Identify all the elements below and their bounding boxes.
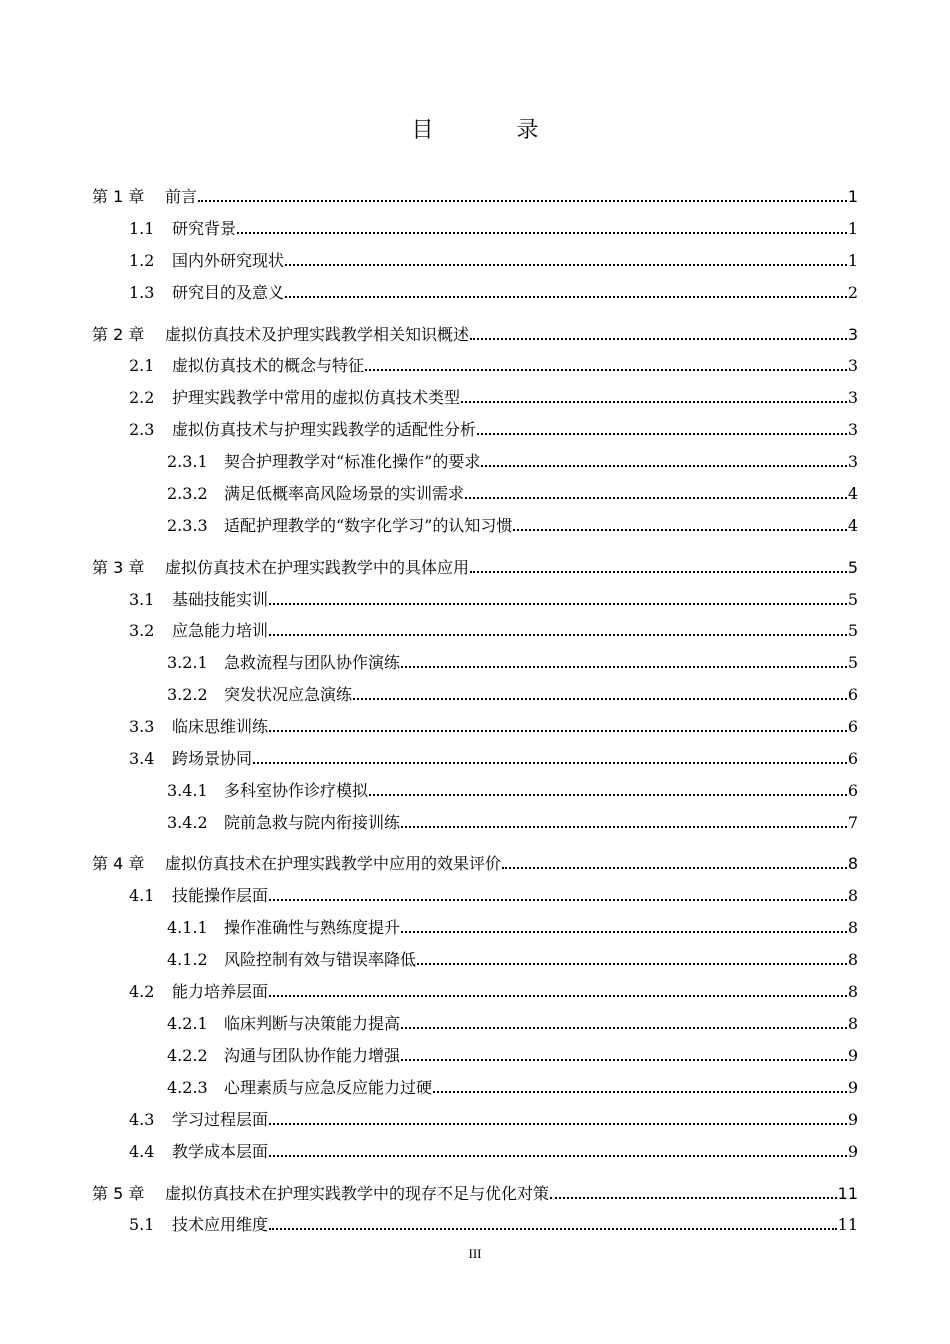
toc-entry-number: 5.1	[129, 1215, 155, 1234]
toc-entry-number: 4.2	[129, 982, 155, 1001]
toc-entry-title: 多科室协作诊疗模拟	[224, 781, 369, 800]
toc-leader-dots	[477, 433, 847, 435]
toc-entry-title: 护理实践教学中常用的虚拟仿真技术类型	[172, 388, 461, 407]
toc-leader-dots	[465, 497, 847, 499]
toc-entry[interactable]	[167, 480, 858, 504]
toc-entry[interactable]	[129, 1106, 858, 1130]
toc-entry-number: 第 5 章	[92, 1184, 145, 1203]
toc-entry-title: 学习过程层面	[172, 1110, 269, 1129]
toc-entry-page: 1	[847, 219, 858, 238]
toc-leader-dots	[269, 603, 847, 605]
toc-entry-title: 能力培养层面	[172, 982, 269, 1001]
toc-leader-dots	[401, 826, 847, 828]
toc-entry-number: 4.1.1	[167, 918, 208, 937]
toc-entry-title: 院前急救与院内衔接训练	[224, 813, 401, 832]
toc-entry-title: 风险控制有效与错误率降低	[224, 950, 417, 969]
toc-leader-dots	[269, 634, 847, 636]
toc-entry-page: 5	[847, 621, 858, 640]
toc-entry-page: 3	[847, 388, 858, 407]
toc-entry-number: 3.2	[129, 621, 155, 640]
toc-entry-page: 8	[847, 854, 858, 873]
toc-entry[interactable]	[129, 1138, 858, 1162]
toc-entry-number: 4.2.3	[167, 1078, 208, 1097]
toc-entry-title: 技术应用维度	[172, 1215, 269, 1234]
toc-entry[interactable]	[167, 448, 858, 472]
toc-entry-page: 6	[847, 781, 858, 800]
toc-leader-dots	[470, 571, 847, 573]
toc-entry[interactable]	[167, 809, 858, 833]
toc-leader-dots	[365, 369, 847, 371]
toc-entry-number: 3.3	[129, 717, 155, 736]
toc-entry-title: 应急能力培训	[172, 621, 269, 640]
toc-leader-dots	[285, 264, 847, 266]
toc-entry[interactable]	[129, 978, 858, 1002]
toc-leader-dots	[401, 666, 847, 668]
toc-entry-page: 9	[847, 1110, 858, 1129]
toc-leader-dots	[369, 794, 847, 796]
toc-entry-page: 9	[847, 1078, 858, 1097]
toc-entry[interactable]	[129, 416, 858, 440]
toc-entry[interactable]	[167, 914, 858, 938]
toc-entry-page: 5	[847, 590, 858, 609]
toc-leader-dots	[401, 931, 847, 933]
toc-entry-page: 8	[847, 982, 858, 1001]
toc-leader-dots	[401, 1059, 847, 1061]
toc-leader-dots	[285, 296, 847, 298]
toc-entry[interactable]	[129, 247, 858, 271]
toc-entry[interactable]	[129, 586, 858, 610]
toc-entry-number: 3.4.1	[167, 781, 208, 800]
toc-entry-page: 8	[847, 918, 858, 937]
toc-entry-title: 前言	[165, 187, 198, 206]
toc-entry-title: 研究背景	[172, 219, 237, 238]
toc-entry-page: 7	[847, 813, 858, 832]
toc-entry[interactable]	[129, 352, 858, 376]
toc-entry[interactable]	[92, 1180, 858, 1204]
toc-entry-page: 5	[847, 558, 858, 577]
toc-leader-dots	[513, 529, 846, 531]
toc-entry[interactable]	[167, 649, 858, 673]
toc-entry-page: 3	[847, 420, 858, 439]
toc-entry-title: 满足低概率高风险场景的实训需求	[224, 484, 465, 503]
toc-leader-dots	[461, 401, 847, 403]
toc-entry[interactable]	[129, 882, 858, 906]
toc-entry[interactable]	[167, 1010, 858, 1034]
toc-entry-title: 虚拟仿真技术在护理实践教学中应用的效果评价	[165, 854, 502, 873]
toc-entry-number: 2.3	[129, 420, 155, 439]
toc-leader-dots	[417, 963, 847, 965]
toc-entry-page: 8	[847, 1014, 858, 1033]
toc-entry-title: 跨场景协同	[172, 749, 253, 768]
toc-leader-dots	[433, 1091, 847, 1093]
toc-entry-page: 6	[847, 685, 858, 704]
toc-entry[interactable]	[167, 1074, 858, 1098]
toc-entry-title: 虚拟仿真技术及护理实践教学相关知识概述	[165, 325, 470, 344]
toc-entry-title: 适配护理教学的“数字化学习”的认知习惯	[224, 516, 513, 535]
toc-leader-dots	[401, 1027, 847, 1029]
toc-entry-number: 1.2	[129, 251, 155, 270]
toc-entry[interactable]	[167, 777, 858, 801]
toc-entry-title: 临床思维训练	[172, 717, 269, 736]
toc-entry-number: 1.3	[129, 283, 155, 302]
toc-entry-number: 3.4	[129, 749, 155, 768]
toc-entry-number: 4.1.2	[167, 950, 208, 969]
toc-entry-page: 8	[847, 886, 858, 905]
toc-leader-dots	[481, 465, 846, 467]
toc-entry-page: 9	[847, 1046, 858, 1065]
toc-entry[interactable]	[92, 850, 858, 874]
toc-entry-title: 研究目的及意义	[172, 283, 285, 302]
toc-entry-page: 11	[837, 1184, 858, 1203]
toc-entry-title: 虚拟仿真技术的概念与特征	[172, 356, 365, 375]
toc-entry-number: 3.2.1	[167, 653, 208, 672]
toc-leader-dots	[269, 730, 847, 732]
toc-leader-dots	[237, 232, 847, 234]
toc-entry-page: 3	[847, 356, 858, 375]
toc-entry-title: 技能操作层面	[172, 886, 269, 905]
toc-entry-number: 4.1	[129, 886, 155, 905]
toc-entry-page: 9	[847, 1142, 858, 1161]
toc-entry-number: 2.3.2	[167, 484, 208, 503]
toc-entry[interactable]	[92, 183, 858, 207]
toc-leader-dots	[550, 1197, 837, 1199]
toc-entry-number: 2.3.3	[167, 516, 208, 535]
toc-entry[interactable]	[167, 512, 858, 536]
toc-entry-number: 4.4	[129, 1142, 155, 1161]
toc-leader-dots	[198, 200, 847, 202]
toc-entry[interactable]	[92, 554, 858, 578]
toc-entry-title: 基础技能实训	[172, 590, 269, 609]
toc-entry[interactable]	[129, 1211, 858, 1235]
page-title: 目 录	[411, 118, 577, 143]
toc-leader-dots	[470, 338, 847, 340]
toc-entry-title: 急救流程与团队协作演练	[224, 653, 401, 672]
toc-entry-page: 1	[847, 187, 858, 206]
toc-entry-title: 国内外研究现状	[172, 251, 285, 270]
toc-entry[interactable]	[129, 279, 858, 303]
toc-entry-title: 教学成本层面	[172, 1142, 269, 1161]
toc-leader-dots	[269, 995, 847, 997]
toc-leader-dots	[502, 867, 847, 869]
toc-entry-title: 突发状况应急演练	[224, 685, 353, 704]
toc-entry-number: 4.3	[129, 1110, 155, 1129]
toc-entry-number: 第 3 章	[92, 558, 145, 577]
toc-entry-number: 3.1	[129, 590, 155, 609]
toc-entry-number: 第 2 章	[92, 325, 145, 344]
toc-entry[interactable]	[129, 215, 858, 239]
toc-leader-dots	[269, 1155, 847, 1157]
toc-entry-page: 2	[847, 283, 858, 302]
toc-entry-number: 2.1	[129, 356, 155, 375]
toc-entry-page: 3	[847, 452, 858, 471]
toc-entry[interactable]	[167, 1042, 858, 1066]
toc-entry-number: 3.4.2	[167, 813, 208, 832]
toc-entry-page: 5	[847, 653, 858, 672]
toc-entry[interactable]	[129, 617, 858, 641]
toc-entry-title: 沟通与团队协作能力增强	[224, 1046, 401, 1065]
toc-entry-number: 2.2	[129, 388, 155, 407]
toc-entry-number: 2.3.1	[167, 452, 208, 471]
toc-entry-page: 1	[847, 251, 858, 270]
toc-entry-page: 6	[847, 717, 858, 736]
toc-leader-dots	[269, 1228, 837, 1230]
toc-entry[interactable]	[92, 321, 858, 345]
page-number-footer: III	[468, 1246, 482, 1261]
toc-entry-page: 4	[847, 484, 858, 503]
toc-entry-number: 3.2.2	[167, 685, 208, 704]
toc-entry-number: 4.2.1	[167, 1014, 208, 1033]
toc-entry-title: 操作准确性与熟练度提升	[224, 918, 401, 937]
toc-entry-title: 虚拟仿真技术在护理实践教学中的具体应用	[165, 558, 470, 577]
toc-entry[interactable]	[129, 745, 858, 769]
toc-entry-number: 4.2.2	[167, 1046, 208, 1065]
toc-entry-title: 虚拟仿真技术在护理实践教学中的现存不足与优化对策	[165, 1184, 550, 1203]
toc-entry-number: 第 1 章	[92, 187, 145, 206]
toc-entry-page: 8	[847, 950, 858, 969]
toc-leader-dots	[353, 698, 847, 700]
toc-leader-dots	[269, 1123, 847, 1125]
toc-entry[interactable]	[129, 384, 858, 408]
toc-entry-page: 11	[837, 1215, 858, 1234]
toc-entry-page: 3	[847, 325, 858, 344]
toc-entry-page: 4	[847, 516, 858, 535]
toc-entry[interactable]	[167, 946, 858, 970]
toc-entry-title: 临床判断与决策能力提高	[224, 1014, 401, 1033]
toc-entry[interactable]	[167, 681, 858, 705]
toc-entry-number: 1.1	[129, 219, 155, 238]
toc-entry-page: 6	[847, 749, 858, 768]
toc-entry[interactable]	[129, 713, 858, 737]
toc-entry-title: 虚拟仿真技术与护理实践教学的适配性分析	[172, 420, 477, 439]
toc-entry-number: 第 4 章	[92, 854, 145, 873]
toc-entry-title: 心理素质与应急反应能力过硬	[224, 1078, 433, 1097]
toc-leader-dots	[253, 762, 847, 764]
toc-entry-title: 契合护理教学对“标准化操作”的要求	[224, 452, 481, 471]
toc-leader-dots	[269, 899, 847, 901]
